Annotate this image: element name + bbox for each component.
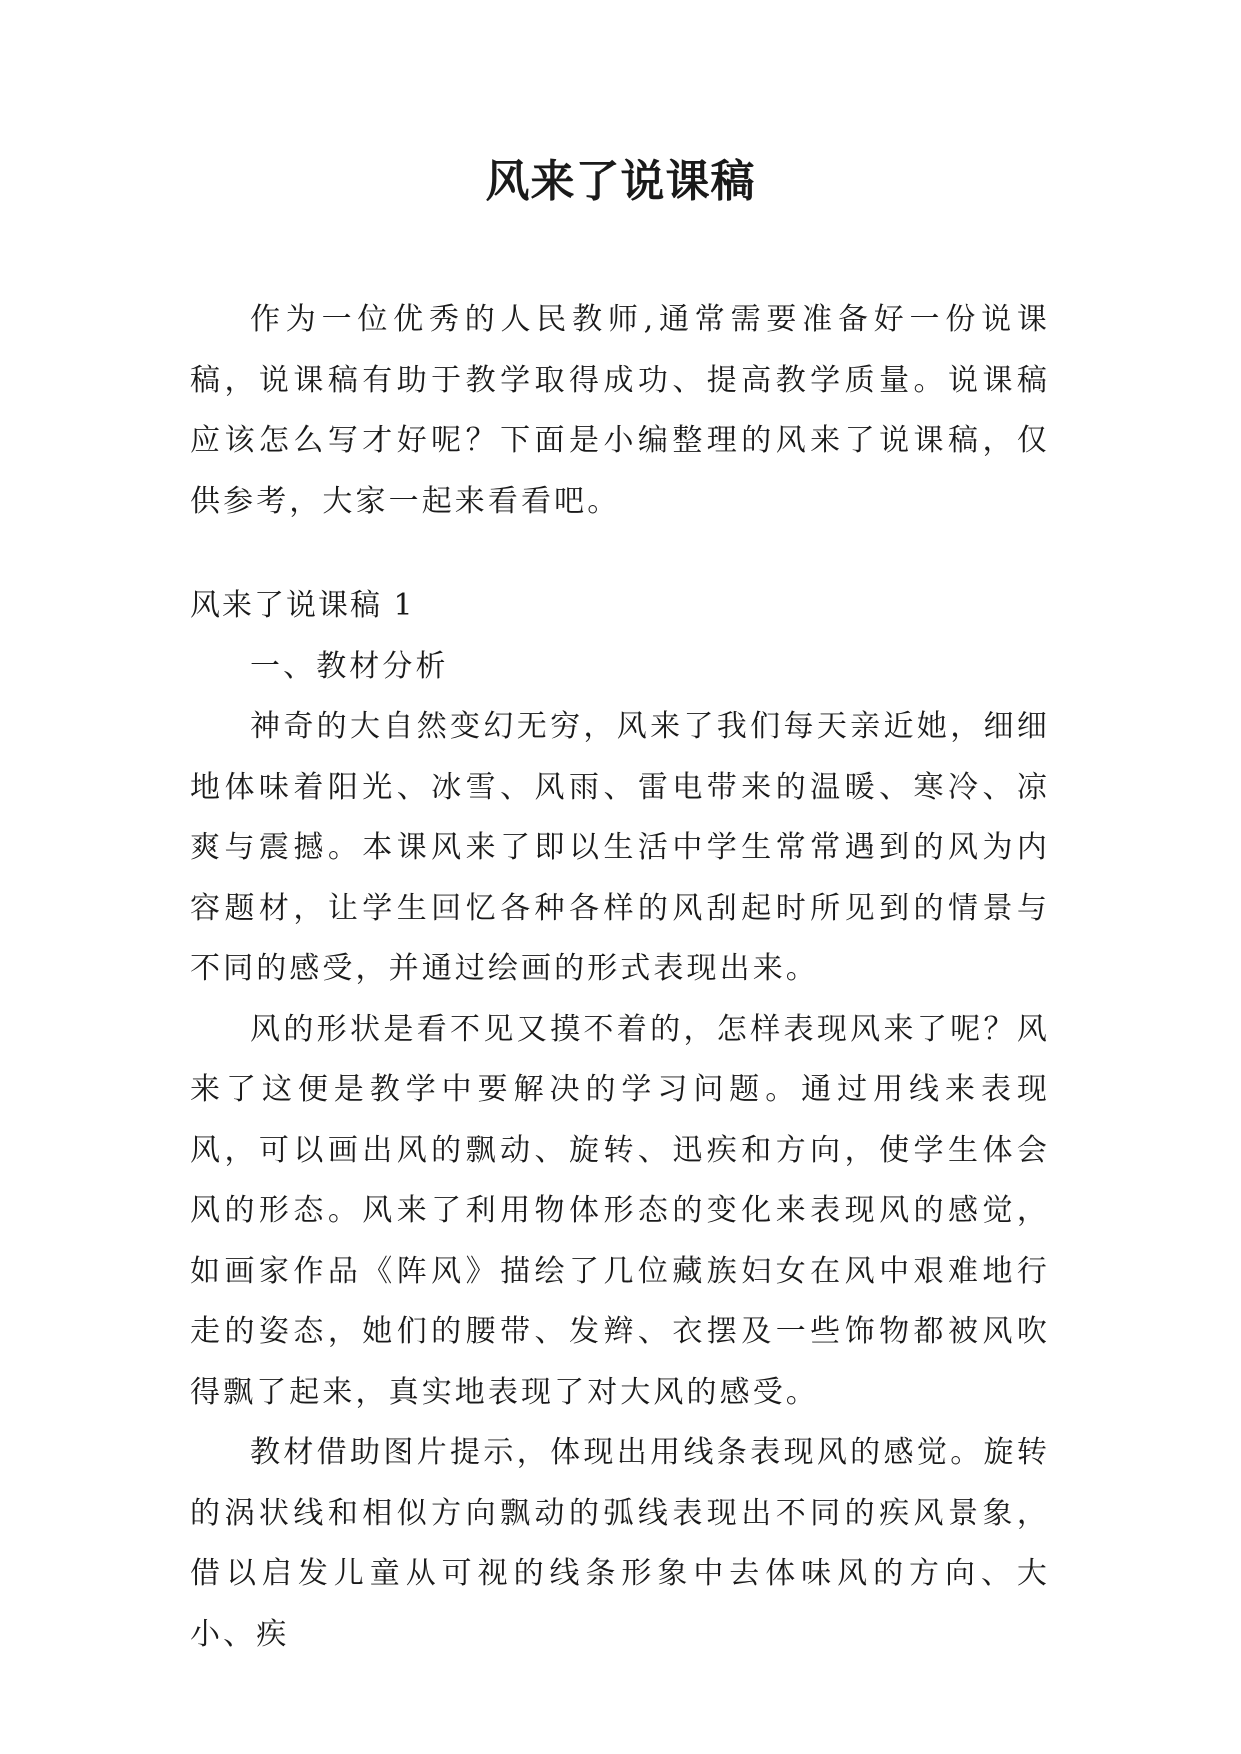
intro-paragraph: 作为一位优秀的人民教师,通常需要准备好一份说课稿，说课稿有助于教学取得成功、提高教学质量。说课稿应该怎么写才好呢？下面是小编整理的风来了说课稿，仅供参考，大家一起来看看吧。 (190, 302, 1050, 519)
section-title: 风来了说课稿 1 (190, 588, 415, 623)
body-paragraph: 教材借助图片提示，体现出用线条表现风的感觉。旋转的涡状线和相似方向飘动的弧线表现出不同的疾风景象，借以启发儿童从可视的线条形象中去体味风的方向、大小、疾 (190, 1435, 1050, 1652)
section-block (190, 576, 1050, 1665)
intro-block (190, 290, 1050, 532)
body-paragraph: 风的形状是看不见又摸不着的，怎样表现风来了呢？风来了这便是教学中要解决的学习问题。通过用线来表现风，可以画出风的飘动、旋转、迅疾和方向，使学生体会风的形态。风来了利用物体形态的变化来表现风的感觉，如画家作品《阵风》描绘了几位藏族妇女在风中艰难地行走的姿态，她们的腰带、发辫、衣摆及一些饰物都被风吹得飘了起来，真实地表现了对大风的感受。 (190, 1011, 1050, 1410)
document-title: 风来了说课稿 (485, 156, 756, 207)
body-paragraph: 神奇的大自然变幻无穷，风来了我们每天亲近她，细细地体味着阳光、冰雪、风雨、雷电带来的温暖、寒冷、凉爽与震撼。本课风来了即以生活中学生常常遇到的风为内容题材，让学生回忆各种各样的风刮起时所见到的情景与不同的感受，并通过绘画的形式表现出来。 (190, 709, 1050, 986)
subheading: 一、教材分析 (250, 648, 449, 684)
